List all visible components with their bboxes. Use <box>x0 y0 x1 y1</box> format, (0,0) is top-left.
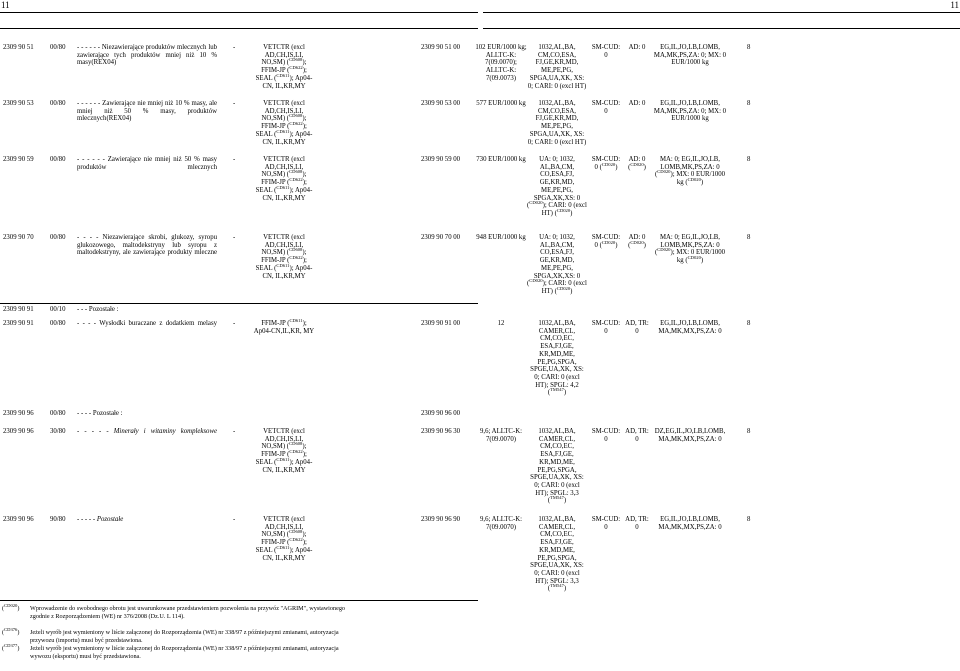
cn-code: 2309 90 59 <box>3 156 34 163</box>
preferential-rates: 1032,AL,BA, CM,CO,ESA, FJ,GE,KR,MD, ME,PE,PG, SPGA,UA,XK, XS: 0; CARI: 0 (excl HT) <box>527 44 587 90</box>
column-4-value: - <box>233 234 236 241</box>
suffix: 00/80 <box>50 410 66 417</box>
measures: VETCTR (excl AD,CH,IS,LI, NO,SM) ($^{CD608}$); FFIM-JP ($^{CD622}$); SEAL ($^{CD611}$); Ap04-CN, IL,KR,MY <box>255 428 313 474</box>
sm-cud-rate: SM-CUD: 0 <box>591 428 621 443</box>
preferential-rates: 1032,AL,BA, CAMER,CL, CM,CO,EC, ESA,FJ,GE, KR,MD,ME, PE,PG,SPGA, SPGE,UA,XK, XS: 0; CARI: 0 (excl HT); SPGL: 3,3 ($^{TM547}$) <box>530 516 584 593</box>
ad-rate: AD, TR: 0 <box>625 428 649 443</box>
preferential-countries: MA: 0; EG,IL,JO,LB, LOMB,MK,PS,ZA: 0 ($^{CD020}$); MX: 0 EUR/1000 kg ($^{CD020}$) <box>654 156 726 187</box>
footnote-text: Wprowadzenie do swobodnego obrotu jest uwarunkowane przedstawieniem pozwolenia na przywóz "AGRIM", wystawionego zgodnie z Rozporządzeniem (WE) nr 376/2008 (Dz.U. L 114). <box>30 605 346 620</box>
conventional-duty: 9,6; ALLTC-K: 7(09.0070) <box>479 516 523 531</box>
measures: VETCTR (excl AD,CH,IS,LI, NO,SM) ($^{CD608}$); FFIM-JP ($^{CD622}$); SEAL ($^{CD611}$); Ap04-CN, IL,KR,MY <box>255 516 313 562</box>
column-4-value: - <box>233 516 236 523</box>
suffix: 00/80 <box>50 100 66 107</box>
preferential-countries: MA: 0; EG,IL,JO,LB, LOMB,MK,PS,ZA: 0 ($^{CD020}$); MX: 0 EUR/1000 kg ($^{CD020}$) <box>654 234 726 265</box>
measures: VETCTR (excl AD,CH,IS,LI, NO,SM) ($^{CD608}$); FFIM-JP ($^{CD622}$); SEAL ($^{CD611}$); Ap04-CN, IL,KR,MY <box>255 100 313 146</box>
conventional-duty: 102 EUR/1000 kg; ALLTC-K: 7(09.0070); ALLTC-K: 7(09.0073) <box>475 44 527 82</box>
sm-cud-rate: SM-CUD: 0 ($^{CD020}$) <box>591 156 621 171</box>
column-4-value: - <box>233 156 236 163</box>
column-4-value: - <box>233 44 236 51</box>
preferential-countries: DZ,EG,IL,JO,LB,LOMB, MA,MK,MX,PS,ZA: 0 <box>654 428 726 443</box>
column-13-value: 8 <box>747 234 751 241</box>
column-4-value: - <box>233 428 236 435</box>
suffix: 00/80 <box>50 44 66 51</box>
column-13-value: 8 <box>747 44 751 51</box>
conventional-duty: 9,6; ALLTC-K: 7(09.0070) <box>479 428 523 443</box>
page-number-left: 11 <box>1 0 10 10</box>
cn-code-full: 2309 90 51 00 <box>421 44 461 51</box>
row-rule <box>0 303 478 304</box>
preferential-rates: 1032,AL,BA, CM,CO,ESA, FJ,GE,KR,MD, ME,PE,PG, SPGA,UA,XK, XS: 0; CARI: 0 (excl HT) <box>527 100 587 146</box>
column-13-value: 8 <box>747 156 751 163</box>
measures: FFIM-JP ($^{CD611}$); Ap04-CN,IL,KR, MY <box>253 318 315 335</box>
preferential-countries: EG,IL,JO,LB,LOMB, MA,MK,PS,ZA: 0; MX: 0 EUR/1000 kg <box>653 44 727 67</box>
sm-cud-rate: SM-CUD: 0 <box>591 320 621 335</box>
preferential-rates: UA: 0; 1032, AL,BA,CM, CO,ESA,FJ, GE,KR,MD, ME,PE,PG, SPGA,XK,XS: 0 ($^{CD020}$); CARI: 0 (excl HT) ($^{CD020}$) <box>527 156 587 217</box>
conventional-duty: 577 EUR/1000 kg <box>476 100 526 107</box>
description: - - - - - - Niezawierające produktów mlecznych lub zawierające tych produktów mniej niż 10 % masy(REX04) <box>77 44 217 67</box>
suffix: 30/80 <box>50 428 66 435</box>
conventional-duty: 948 EUR/1000 kg <box>476 234 526 241</box>
column-13-value: 8 <box>747 320 751 327</box>
column-4-value: - <box>233 320 236 327</box>
sm-cud-rate: SM-CUD: 0 <box>591 100 621 115</box>
footnote-text: Jeżeli wyrób jest wymieniony w liście załączonej do Rozporządzenia (WE) nr 338/97 z późniejszymi zmianami, autoryzacja przywozu (importu) musi być przedstawiona. <box>30 629 339 644</box>
ad-rate: AD, TR: 0 <box>625 320 649 335</box>
cn-code: 2309 90 91 <box>3 306 34 313</box>
conventional-duty: 12 <box>497 320 505 327</box>
cn-code-full: 2309 90 53 00 <box>421 100 461 107</box>
measures: VETCTR (excl AD,CH,IS,LI, NO,SM) ($^{CD608}$); FFIM-JP ($^{CD622}$); SEAL ($^{CD611}$); Ap04-CN, IL,KR,MY <box>255 234 313 280</box>
sm-cud-rate: SM-CUD: 0 <box>591 516 621 531</box>
preferential-countries: EG,IL,JO,LB,LOMB, MA,MK,PS,ZA: 0; MX: 0 EUR/1000 kg <box>653 100 727 123</box>
suffix: 90/80 <box>50 516 66 523</box>
sm-cud-rate: SM-CUD: 0 <box>591 44 621 59</box>
preferential-rates: UA: 0; 1032, AL,BA,CM, CO,ESA,FJ, GE,KR,MD, ME,PE,PG, SPGA,XK,XS: 0 ($^{CD020}$); CARI: 0 (excl HT) ($^{CD020}$) <box>527 234 587 295</box>
preferential-rates: 1032,AL,BA, CAMER,CL, CM,CO,EC, ESA,FJ,GE, KR,MD,ME, PE,PG,SPGA, SPGE,UA,XK, XS: 0; CARI: 0 (excl HT); SPGL: 4,2 ($^{TM547}$) <box>530 320 584 397</box>
cn-code-full: 2309 90 91 00 <box>421 320 461 327</box>
description: - - - - Wysłodki buraczane z dodatkiem melasy <box>77 320 217 327</box>
description: - - - - Pozostałe : <box>77 410 123 417</box>
ad-rate: AD: 0 ($^{CD020}$) <box>628 234 646 249</box>
column-header-rule <box>483 28 960 29</box>
page-number-right: 11 <box>950 0 959 10</box>
cn-code: 2309 90 51 <box>3 44 34 51</box>
cn-code: 2309 90 96 <box>3 410 34 417</box>
description: - - - - - Pozostałe <box>77 516 124 523</box>
footnote-mark: ($^{CD020}$) <box>2 603 20 612</box>
preferential-countries: EG,IL,JO,LB,LOMB, MA,MK,MX,PS,ZA: 0 <box>658 516 722 531</box>
ad-rate: AD: 0 <box>628 44 646 51</box>
footnote-text: Jeżeli wyrób jest wymieniony w liście załączonej do Rozporządzenia (WE) nr 338/97 z późniejszymi zmianami, autoryzacja wywozu (eksportu) musi być przedstawiona. <box>30 645 339 660</box>
measures: VETCTR (excl AD,CH,IS,LI, NO,SM) ($^{CD608}$); FFIM-JP ($^{CD622}$); SEAL ($^{CD611}$); Ap04-CN, IL,KR,MY <box>255 156 313 202</box>
column-header-rule <box>0 28 478 29</box>
suffix: 00/80 <box>50 234 66 241</box>
description: - - - - Niezawierające skrobi, glukozy, syropu glukozowego, maltodekstryny lub syropu z maltodekstryny, ale zawierające produkty mleczne <box>77 234 217 257</box>
cn-code-full: 2309 90 96 30 <box>421 428 461 435</box>
preferential-countries: EG,IL,JO,LB,LOMB, MA,MK,MX,PS,ZA: 0 <box>658 320 722 335</box>
cn-code-full: 2309 90 70 00 <box>421 234 461 241</box>
measures: VETCTR (excl AD,CH,IS,LI, NO,SM) ($^{CD608}$); FFIM-JP ($^{CD622}$); SEAL ($^{CD611}$); Ap04-CN, IL,KR,MY <box>255 44 313 90</box>
description: - - - - - Minerały i witaminy kompleksowe <box>77 428 217 435</box>
header-rule-right <box>483 12 960 13</box>
sm-cud-rate: SM-CUD: 0 ($^{CD020}$) <box>591 234 621 249</box>
suffix: 00/10 <box>50 306 66 313</box>
cn-code: 2309 90 70 <box>3 234 34 241</box>
footnote-separator <box>0 600 478 601</box>
ad-rate: AD: 0 <box>628 100 646 107</box>
column-13-value: 8 <box>747 100 751 107</box>
cn-code: 2309 90 96 <box>3 516 34 523</box>
column-13-value: 8 <box>747 516 751 523</box>
cn-code-full: 2309 90 96 90 <box>421 516 461 523</box>
ad-rate: AD: 0 ($^{CD020}$) <box>628 156 646 171</box>
cn-code-full: 2309 90 59 00 <box>421 156 461 163</box>
header-rule-left <box>0 12 478 13</box>
cn-code: 2309 90 53 <box>3 100 34 107</box>
conventional-duty: 730 EUR/1000 kg <box>476 156 526 163</box>
ad-rate: AD, TR: 0 <box>625 516 649 531</box>
column-13-value: 8 <box>747 428 751 435</box>
footnote-mark: ($^{CD376}$) <box>2 627 20 636</box>
description: - - - - - - Zawierające nie mniej niż 50 % masy produktów mlecznych <box>77 156 217 171</box>
description: - - - Pozostałe : <box>77 306 119 313</box>
cn-code: 2309 90 91 <box>3 320 34 327</box>
cn-code-full: 2309 90 96 00 <box>421 410 461 417</box>
suffix: 00/80 <box>50 156 66 163</box>
column-4-value: - <box>233 100 236 107</box>
description: - - - - - - Zawierające nie mniej niż 10 % masy, ale mniej niż 50 % masy, produktów mlecznych(REX04) <box>77 100 217 123</box>
suffix: 00/80 <box>50 320 66 327</box>
preferential-rates: 1032,AL,BA, CAMER,CL, CM,CO,EC, ESA,FJ,GE, KR,MD,ME, PE,PG,SPGA, SPGE,UA,XK, XS: 0; CARI: 0 (excl HT); SPGL: 3,3 ($^{TM547}$) <box>530 428 584 505</box>
footnote-mark: ($^{CD377}$) <box>2 643 20 652</box>
cn-code: 2309 90 96 <box>3 428 34 435</box>
